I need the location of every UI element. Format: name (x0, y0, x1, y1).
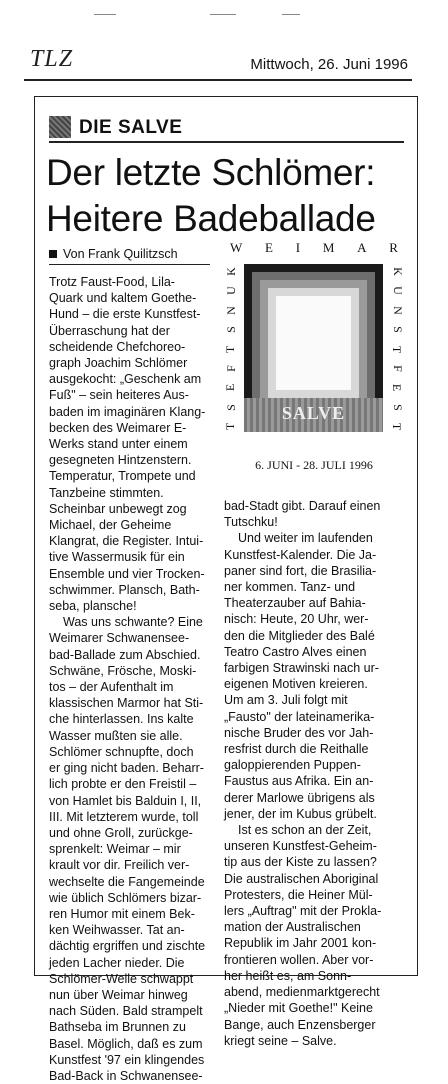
text-line: galoppierenden Puppen- (224, 758, 361, 773)
top-dash-2 (210, 14, 236, 15)
text-line: bad-Ballade zum Abschied. (49, 647, 201, 662)
text-line: „Fausto" der lateinamerika- (224, 709, 375, 724)
text-line: Basel. Möglich, daß es zum (49, 1036, 203, 1051)
top-dash-1 (94, 14, 116, 15)
rubric-square-icon (49, 116, 71, 138)
text-line: seba, plansche! (49, 599, 137, 614)
text-line: Klangrat, die Register. Intui- (49, 534, 204, 549)
text-line: Schwäne, Frösche, Moski- (49, 663, 197, 678)
text-line: ren Humor mit einem Bek- (49, 906, 195, 921)
poster-left-letter: S (223, 403, 238, 411)
text-line: kriegt seine – Salve. (224, 1033, 337, 1048)
text-line: Ensemble und vier Trocken- (49, 566, 205, 581)
text-line: Temperatur, Trompete und (49, 469, 196, 484)
text-line: unseren Kunstfest-Geheim- (224, 839, 377, 854)
text-line: Werks stand unter einem (49, 437, 188, 452)
text-line: ausgekocht: „Geschenk am (49, 372, 202, 387)
poster-top-letter: R (389, 240, 398, 255)
poster-right-letter: T (390, 422, 405, 431)
text-line: Überraschung hat der (49, 323, 170, 338)
article-column-1 (49, 274, 210, 1084)
poster-top-letters (222, 240, 406, 256)
text-line: sprenkelt: Weimar – mir (49, 842, 181, 857)
text-line: Kunstfest '97 ein klingendes (49, 1052, 205, 1067)
text-line: Teatro Castro Alves einen (224, 644, 367, 659)
text-line: Faustus aus Afrika. Ein an- (224, 774, 374, 789)
text-line: Weimarer Schwanensee- (49, 631, 190, 646)
text-line: Fuß" – sein heiteres Aus- (49, 388, 189, 403)
byline-author: Von Frank Quilitzsch (63, 247, 178, 261)
text-line: tive Wassermusik für ein (49, 550, 185, 565)
text-line: jeden Lacher nieder. Die (49, 955, 185, 970)
rubric-label: DIE SALVE (79, 117, 183, 138)
text-line: nach Süden. Bald strampelt (49, 1004, 203, 1019)
poster-left-letter: N (223, 305, 238, 315)
poster-top-letter: E (265, 240, 273, 255)
text-line: abend, medienmarktgerecht (224, 985, 380, 1000)
text-line: Und weiter im laufenden (238, 531, 373, 546)
headline-line-1: Der letzte Schlömer: (46, 152, 376, 193)
text-line: Theaterzauber auf Bahia- (224, 596, 366, 611)
text-line: lich probte er den Freistil – (49, 777, 197, 792)
top-dash-3 (282, 14, 300, 15)
text-line: baden im imaginären Klang- (49, 404, 206, 419)
text-line: Bad-Back in Schwanensee- (49, 1068, 203, 1083)
poster-right-letter: S (390, 403, 405, 411)
poster-dates: 6. JUNI - 28. JULI 1996 (255, 458, 373, 472)
text-line: III. Mit letzterem wurde, toll (49, 809, 199, 824)
text-line: klassischen Marmor hat Sti- (49, 696, 204, 711)
text-line: jener, der im Kubus grübelt. (224, 806, 377, 821)
text-line: Michael, der Geheime (49, 518, 172, 533)
text-line: graph Joachim Schlömer (49, 356, 188, 371)
poster-right-letters (390, 264, 404, 434)
text-line: tip aus der Kiste zu lassen? (224, 855, 377, 870)
text-line: her heißt es, am Sonn- (224, 968, 352, 983)
text-line: wie üblich Schlömers bizar- (49, 890, 202, 905)
text-line: becken des Weimarer E- (49, 420, 187, 435)
poster-left-letter: S (223, 326, 238, 333)
text-line: „Nieder mit Goethe!" Keine (224, 1001, 373, 1016)
text-line: Bathseba im Brunnen zu (49, 1020, 186, 1035)
text-line: Die australischen Aboriginal (224, 871, 379, 886)
text-line: von Hamlet bis Balduin I, II, (49, 793, 202, 808)
byline-rule (49, 264, 210, 265)
poster-artwork (244, 264, 383, 432)
poster-top-letter: A (357, 240, 367, 255)
text-line: Was uns schwante? Eine (63, 615, 203, 630)
text-line: bad-Stadt gibt. Darauf einen (224, 499, 381, 513)
rubric-rule (49, 141, 404, 143)
text-line: Wasser mußten sie alle. (49, 728, 183, 743)
text-line: Scheinbar unbewegt zog (49, 501, 187, 516)
poster-right-letter: U (390, 286, 405, 296)
issue-date: Mittwoch, 26. Juni 1996 (250, 56, 408, 73)
text-line: Tutschku! (224, 515, 278, 530)
text-line: wechselte die Fangemeinde (49, 874, 205, 889)
text-line: che hinterlassen. Ins kalte (49, 712, 194, 727)
kunstfest-poster (222, 240, 406, 480)
text-line: eigenen Motiven kreieren. (224, 677, 368, 692)
text-line: derer Marlowe übrigens als (224, 790, 375, 805)
text-line: tos – der Aufenthalt im (49, 680, 174, 695)
poster-salve-text: SALVE (281, 403, 346, 423)
text-line: nisch: Heute, 20 Uhr, wer- (224, 612, 369, 627)
masthead-rule (24, 79, 412, 81)
byline (49, 247, 178, 261)
text-line: gesegneten Hintzenstern. (49, 453, 192, 468)
text-line: Republik im Jahr 2001 kon- (224, 936, 377, 951)
text-line: Schlömer schnupfte, doch (49, 744, 194, 759)
poster-left-letter: E (223, 384, 238, 392)
text-line: Trotz Faust-Food, Lila- (49, 275, 175, 289)
rubric (49, 116, 404, 140)
poster-right-letter: E (390, 384, 405, 392)
text-line: krault vor dir. Freilich ver- (49, 858, 190, 873)
text-line: ken Weihwasser. Tat an- (49, 923, 185, 938)
text-line: mation der Australischen (224, 920, 361, 935)
text-line: Kunstfest-Kalender. Die Ja- (224, 547, 377, 562)
poster-left-letter: F (223, 365, 238, 372)
text-line: frontieren wollen. Aber vor- (224, 952, 374, 967)
text-line: schwimmer. Plansch, Bath- (49, 582, 200, 597)
poster-left-letters (224, 264, 238, 434)
poster-right-letter: K (390, 267, 405, 276)
byline-square-icon (49, 250, 57, 258)
text-line: und ohne Groll, zurückge- (49, 825, 193, 840)
poster-right-letter: T (390, 345, 405, 353)
newspaper-logo: TLZ (30, 46, 74, 72)
text-line: paner sind fort, die Brasilia- (224, 563, 377, 578)
poster-left-letter: U (223, 286, 238, 296)
text-line: er ging nicht baden. Beharr- (49, 761, 204, 776)
text-line: nun über Weimar hinweg (49, 987, 188, 1002)
poster-top-letter: I (295, 240, 301, 255)
poster-left-letter: T (223, 345, 238, 353)
text-line: Quark und kaltem Goethe- (49, 291, 197, 306)
text-line: ner kommen. Tanz- und (224, 580, 356, 595)
poster-right-letter: N (390, 305, 405, 315)
text-line: Um am 3. Juli folgt mit (224, 693, 348, 708)
text-line: Ist es schon an der Zeit, (238, 823, 372, 838)
text-line: scheidende Chefchoreo- (49, 339, 186, 354)
text-line: nische Bruder des vor Jah- (224, 725, 374, 740)
text-line: Schlömer-Welle schwappt (49, 971, 194, 986)
text-line: Bange, auch Enzensberger (224, 1017, 376, 1032)
text-line: dächtig ergriffen und zischte (49, 939, 206, 954)
article-column-2 (224, 498, 406, 1049)
headline (46, 150, 416, 242)
poster-right-letter: S (390, 326, 405, 333)
text-line: Protesters, die Heiner Mül- (224, 887, 373, 902)
poster-top-letter: M (322, 240, 335, 255)
text-line: lers „Auftrag" mit der Prokla- (224, 904, 382, 919)
text-line: Tanzbeine stimmten. (49, 485, 164, 500)
poster-top-letter: W (230, 240, 243, 255)
poster-left-letter: K (223, 267, 238, 276)
poster-right-letter: F (390, 365, 405, 372)
text-line: den die Mitglieder des Balé (224, 628, 375, 643)
text-line: resfrist durch die Reithalle (224, 742, 369, 757)
text-line: farbigen Strawinski nach ur- (224, 661, 379, 676)
poster-left-letter: T (223, 422, 238, 431)
headline-line-2: Heitere Badeballade (46, 198, 376, 239)
text-line: Hund – die erste Kunstfest- (49, 307, 201, 322)
